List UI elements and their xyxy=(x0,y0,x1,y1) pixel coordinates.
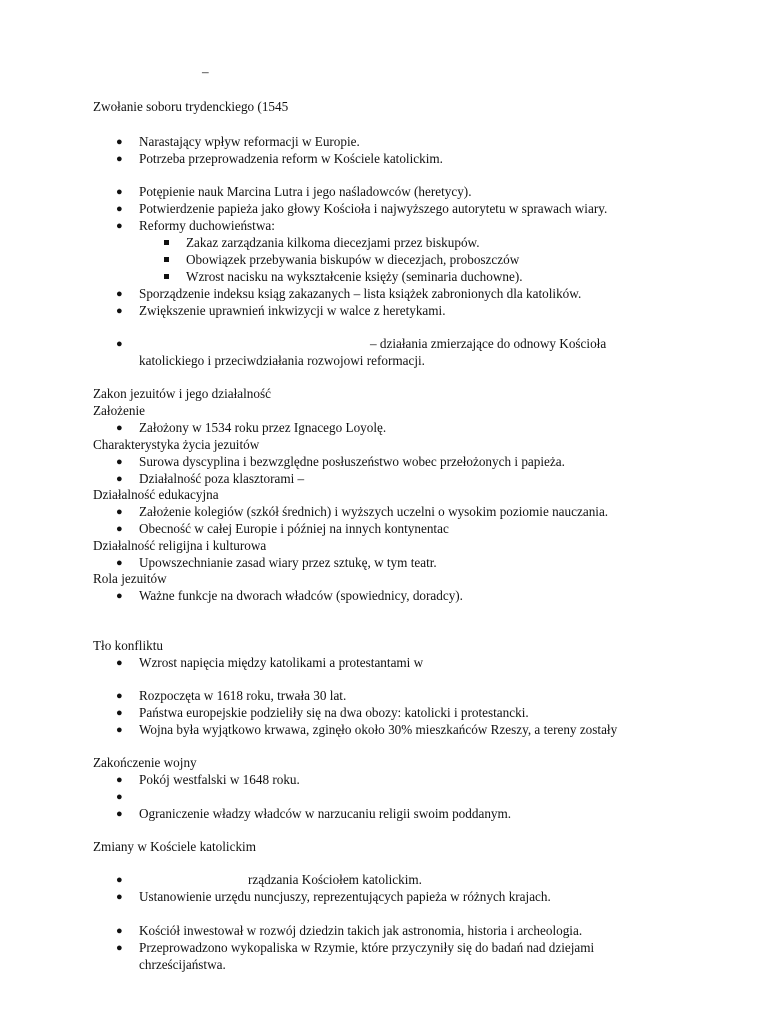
bullet-icon: ● xyxy=(116,590,123,602)
sub-heading: Działalność religijna i kulturowa xyxy=(93,538,267,553)
bullet-icon: ● xyxy=(116,942,123,954)
bullet-icon: ● xyxy=(116,925,123,937)
list-item: Ustanowienie urzędu nuncjuszy, reprezentujących papieża w różnych krajach. xyxy=(139,889,551,904)
sub-heading: Działalność edukacyjna xyxy=(93,487,219,502)
square-bullet-icon xyxy=(164,240,169,245)
list-item: Reformy duchowieństwa: xyxy=(139,218,275,233)
bullet-icon: ● xyxy=(116,203,123,215)
list-item-continuation: katolickiego i przeciwdziałania rozwojowi reformacji. xyxy=(139,353,425,368)
bullet-icon: ● xyxy=(116,724,123,736)
bullet-icon: ● xyxy=(116,891,123,903)
list-item: Ograniczenie władzy władców w narzucaniu religii swoim poddanym. xyxy=(139,806,512,821)
list-item: Rozpoczęta w 1618 roku, trwała 30 lat. xyxy=(139,688,347,703)
bullet-icon: ● xyxy=(116,523,123,535)
sub-heading: Tło konfliktu xyxy=(93,638,163,653)
list-item: Zwiększenie uprawnień inkwizycji w walce z heretykami. xyxy=(139,303,446,318)
list-item: Kościół inwestował w rozwój dziedzin takich jak astronomia, historia i archeologia. xyxy=(139,923,583,938)
bullet-icon: ● xyxy=(116,808,123,820)
bullet-icon: ● xyxy=(116,473,123,485)
bullet-icon: ● xyxy=(116,690,123,702)
bullet-icon: ● xyxy=(116,456,123,468)
bullet-icon: ● xyxy=(116,874,123,886)
list-item: Założenie kolegiów (szkół średnich) i wyższych uczelni o wysokim poziomie nauczania. xyxy=(139,504,609,519)
bullet-icon: ● xyxy=(116,220,123,232)
list-item: rządzania Kościołem katolickim. xyxy=(248,872,422,887)
bullet-icon: ● xyxy=(116,506,123,518)
bullet-icon: ● xyxy=(116,422,123,434)
section-heading-church-changes: Zmiany w Kościele katolickim xyxy=(93,839,256,854)
bullet-icon: ● xyxy=(116,338,123,350)
list-item: Ważne funkcje na dworach władców (spowiednicy, doradcy). xyxy=(139,588,463,603)
list-item: Sporządzenie indeksu ksiąg zakazanych – lista książek zabronionych dla katolików. xyxy=(139,286,582,301)
bullet-icon: ● xyxy=(116,136,123,148)
section-heading-trent: Zwołanie soboru trydenckiego (1545 xyxy=(93,99,289,114)
bullet-icon: ● xyxy=(116,186,123,198)
list-item: Działalność poza klasztorami – xyxy=(139,471,305,486)
top-dash: – xyxy=(202,64,209,79)
bullet-icon: ● xyxy=(116,153,123,165)
list-item: Założony w 1534 roku przez Ignacego Loyolę. xyxy=(139,420,387,435)
sub-heading: Rola jezuitów xyxy=(93,571,167,586)
list-item: Przeprowadzono wykopaliska w Rzymie, które przyczyniły się do badań nad dziejami xyxy=(139,940,595,955)
list-item-continuation: chrześcijaństwa. xyxy=(139,957,226,972)
square-bullet-icon xyxy=(164,257,169,262)
list-item: Narastający wpływ reformacji w Europie. xyxy=(139,134,360,149)
list-item: Wojna była wyjątkowo krwawa, zginęło około 30% mieszkańców Rzeszy, a tereny zostały xyxy=(139,722,618,737)
sub-list-item: Obowiązek przebywania biskupów w diecezjach, proboszczów xyxy=(186,252,520,267)
list-item: Obecność w całej Europie i później na innych kontynentac xyxy=(139,521,449,536)
square-bullet-icon xyxy=(164,274,169,279)
bullet-icon: ● xyxy=(116,288,123,300)
bullet-icon: ● xyxy=(116,707,123,719)
bullet-icon: ● xyxy=(116,657,123,669)
list-item: – działania zmierzające do odnowy Kościoła xyxy=(370,336,607,351)
sub-heading: Zakończenie wojny xyxy=(93,755,197,770)
list-item: Potwierdzenie papieża jako głowy Kościoła i najwyższego autorytetu w sprawach wiary. xyxy=(139,201,608,216)
list-item: Potrzeba przeprowadzenia reform w Kościele katolickim. xyxy=(139,151,443,166)
sub-list-item: Zakaz zarządzania kilkoma diecezjami przez biskupów. xyxy=(186,235,480,250)
bullet-icon: ● xyxy=(116,305,123,317)
bullet-icon: ● xyxy=(116,557,123,569)
sub-list-item: Wzrost nacisku na wykształcenie księży (seminaria duchowne). xyxy=(186,269,523,284)
list-item: Upowszechnianie zasad wiary przez sztukę, w tym teatr. xyxy=(139,555,437,570)
list-item: Potępienie nauk Marcina Lutra i jego naśladowców (heretycy). xyxy=(139,184,472,199)
list-item: Pokój westfalski w 1648 roku. xyxy=(139,772,300,787)
bullet-icon: ● xyxy=(116,791,123,803)
section-heading-jesuits: Zakon jezuitów i jego działalność xyxy=(93,386,271,401)
sub-heading: Założenie xyxy=(93,403,145,418)
list-item: Surowa dyscyplina i bezwzględne posłuszeństwo wobec przełożonych i papieża. xyxy=(139,454,565,469)
list-item: Państwa europejskie podzieliły się na dwa obozy: katolicki i protestancki. xyxy=(139,705,529,720)
list-item: Wzrost napięcia między katolikami a protestantami w xyxy=(139,655,424,670)
bullet-icon: ● xyxy=(116,774,123,786)
sub-heading: Charakterystyka życia jezuitów xyxy=(93,437,260,452)
